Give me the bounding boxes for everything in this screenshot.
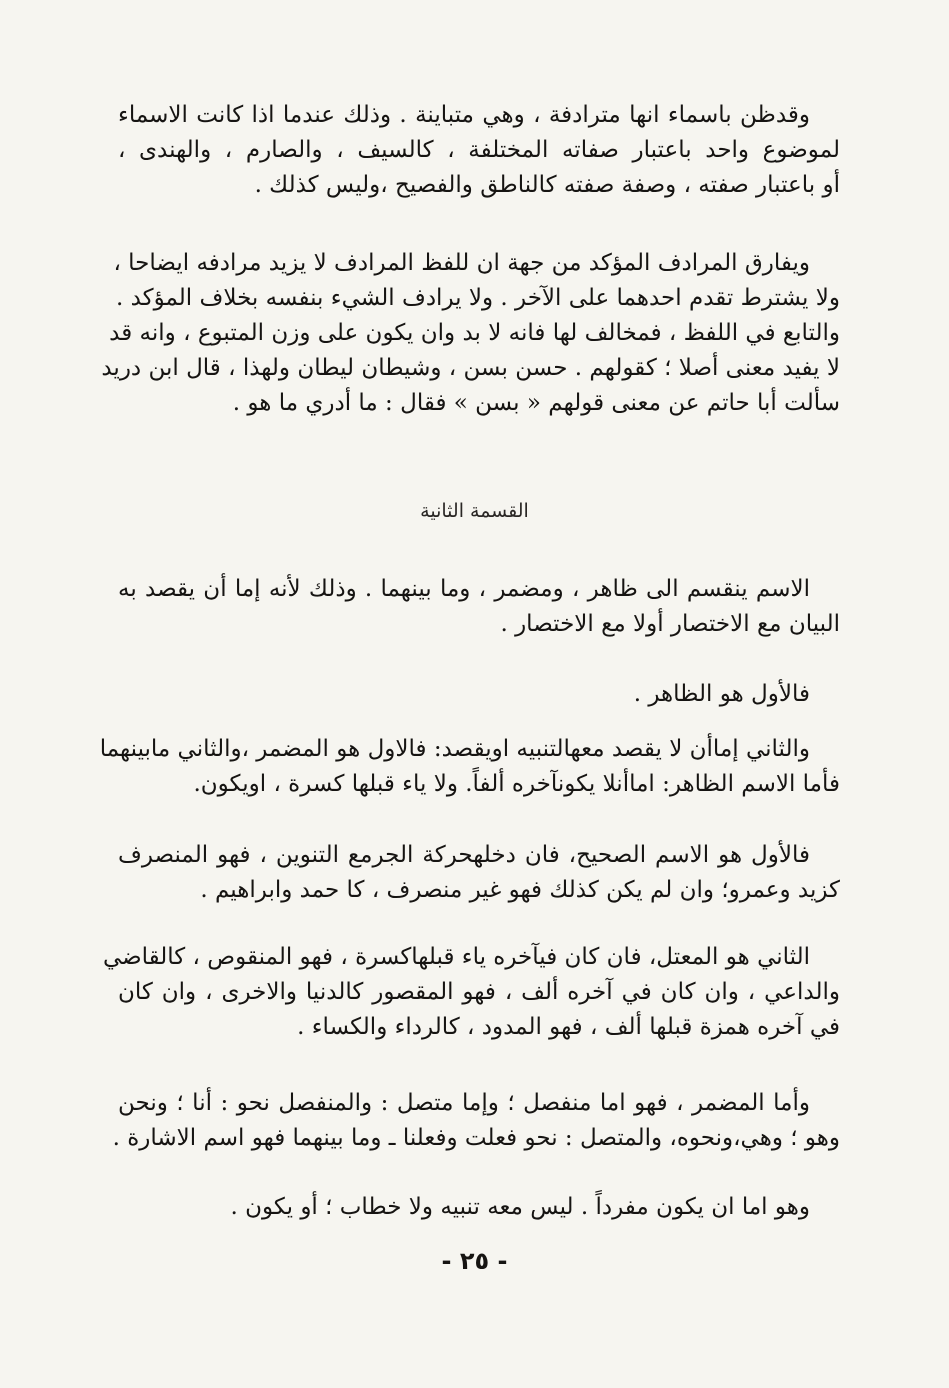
text-line: وهو اما ان يكون مفرداً . ليس معه تنبيه ولا خطاب ؛ أو يكون . xyxy=(230,1194,810,1220)
text-line: الاسم ينقسم الى ظاهر ، ومضمر ، وما بينهما . وذلك لأنه إما أن يقصد به xyxy=(118,576,810,602)
text-line: وهو ؛ وهي،ونحوه، والمتصل : نحو فعلت وفعلنا ـ وما بينهما فهو اسم الاشارة . xyxy=(112,1125,840,1151)
text-line: وأما المضمر ، فهو اما منفصل ؛ وإما متصل : والمنفصل نحو : أنا ؛ ونحن xyxy=(118,1090,810,1116)
paragraph-demonstrative xyxy=(118,1190,840,1225)
text-line: وقدظن باسماء انها مترادفة ، وهي متباينة . وذلك عندما اذا كانت الاسماء xyxy=(118,102,810,128)
text-line: لا يفيد معنى أصلا ؛ كقولهم . حسن بسن ، وشيطان ليطان ولهذا ، قال ابن دريد xyxy=(101,355,840,381)
text-line: فأما الاسم الظاهر: اماأنلا يكونآخره ألفاً. ولا ياء قبلها كسرة ، اويكون. xyxy=(193,771,840,797)
paragraph-pronoun-types xyxy=(112,1086,840,1156)
text-line: أو باعتبار صفته ، وصفة صفته كالناطق والفصيح ،وليس كذلك . xyxy=(254,172,840,198)
text-line: كزيد وعمرو؛ وان لم يكن كذلك فهو غير منصرف ، كا حمد وابراهيم . xyxy=(200,877,840,903)
text-line: سألت أبا حاتم عن معنى قولهم « بسن » فقال : ما أدري ما هو . xyxy=(232,390,840,416)
text-line: والداعي ، وان كان في آخره ألف ، فهو المقصور كالدنيا والاخرى ، وان كان xyxy=(118,979,840,1005)
paragraph-synonym-vs-emphatic xyxy=(101,246,840,421)
text-line: فالأول هو الاسم الصحيح، فان دخلهحركة الجرمع التنوين ، فهو المنصرف xyxy=(118,842,810,868)
paragraph-synonyms-distinct xyxy=(118,98,840,203)
text-line: البيان مع الاختصار أولا مع الاختصار . xyxy=(500,611,840,637)
text-line: فالأول هو الظاهر . xyxy=(633,681,810,707)
paragraph-noun-division xyxy=(118,572,840,642)
paragraph-first-explicit xyxy=(118,677,840,712)
text-line: والثاني إماأن لا يقصد معهالتنبيه اويقصد: فالاول هو المضمر ،والثاني مابينهما xyxy=(99,736,810,762)
text-line: الثاني هو المعتل، فان كان فيآخره ياء قبلهاكسرة ، فهو المنقوص ، كالقاضي xyxy=(102,944,810,970)
text-line: لموضوع واحد باعتبار صفاته المختلفة ، كالسيف ، والصارم ، والهندى ، xyxy=(118,137,840,163)
paragraph-weak-noun xyxy=(102,940,840,1045)
paragraph-sound-noun xyxy=(118,838,840,908)
text-line: والتابع في اللفظ ، فمخالف لها فانه لا بد وان يكون على وزن المتبوع ، وانه قد xyxy=(109,320,840,346)
text-line: ويفارق المرادف المؤكد من جهة ان للفظ المرادف لا يزيد مرادفه ايضاحا ، xyxy=(113,250,810,276)
paragraph-second-pronoun xyxy=(99,732,840,802)
text-line: ولا يشترط تقدم احدهما على الآخر . ولا يرادف الشيء بنفسه بخلاف المؤكد . xyxy=(115,285,840,311)
section-heading: القسمة الثانية xyxy=(420,500,529,522)
page-number: - ٢٥ - xyxy=(441,1247,508,1275)
text-line: في آخره همزة قبلها ألف ، فهو المدود ، كالرداء والكساء . xyxy=(297,1014,840,1040)
